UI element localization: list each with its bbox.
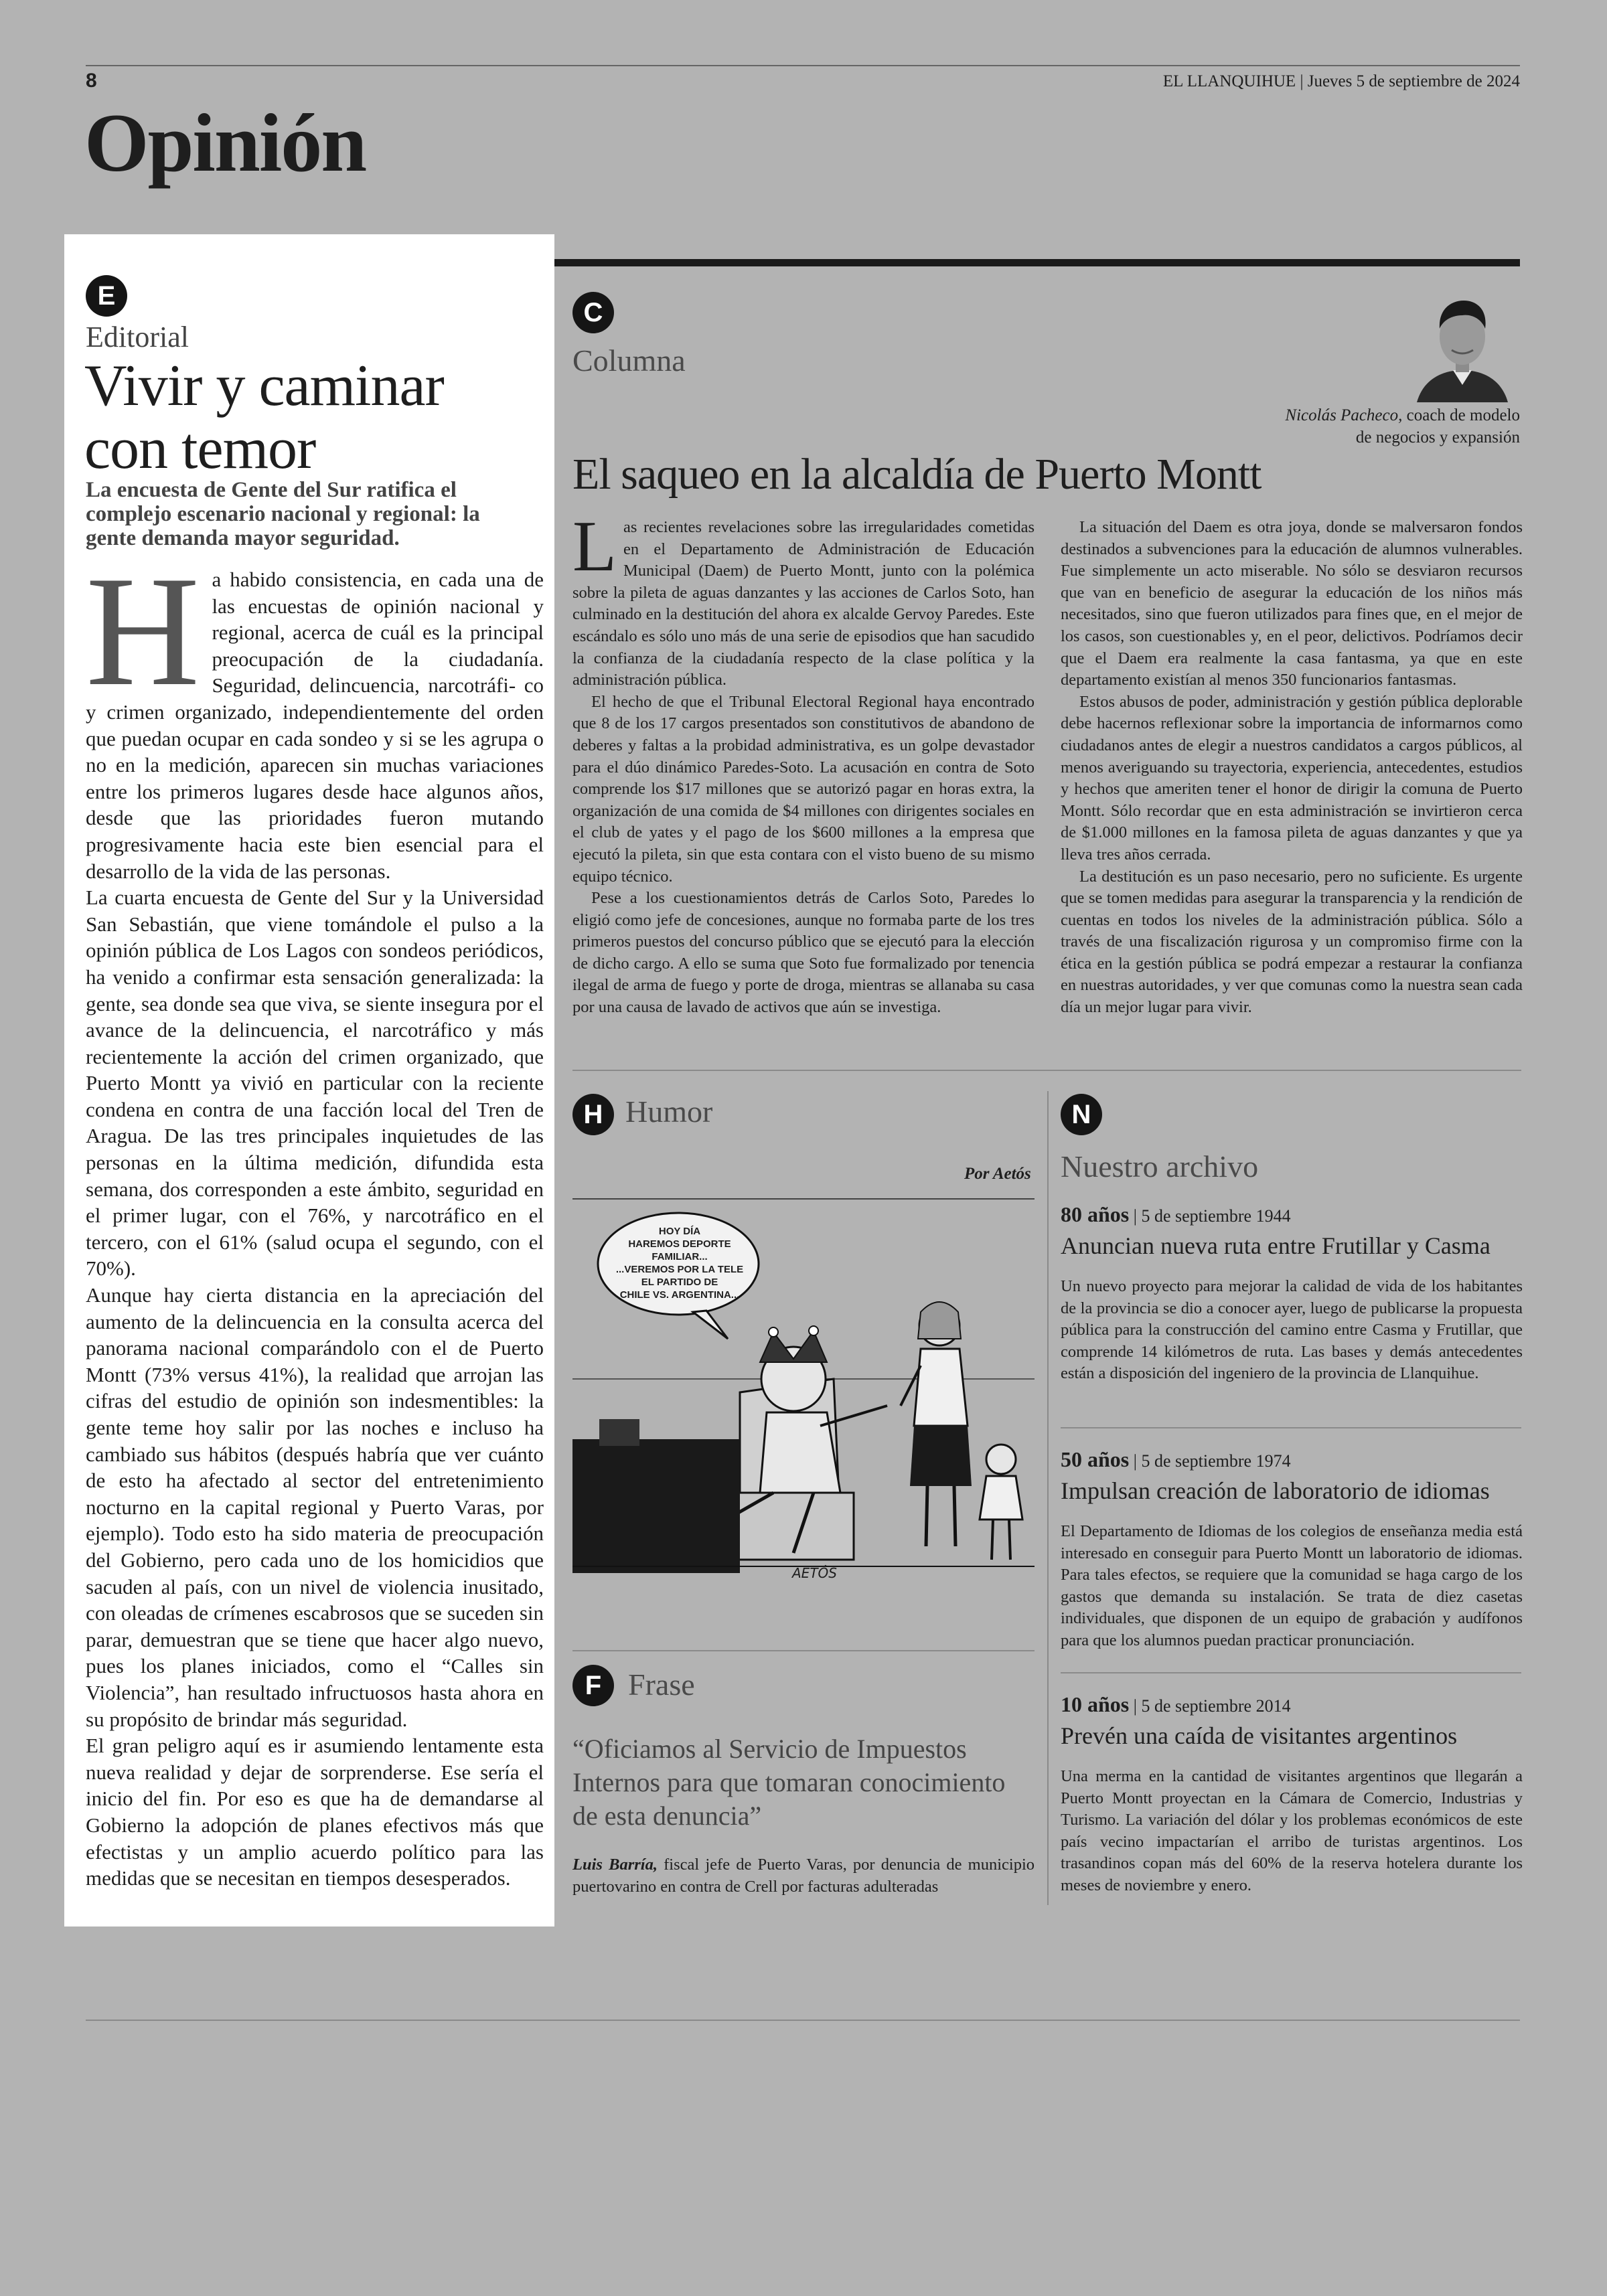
column-paragraph: La destitución es un paso necesario, pero no suficiente. Es urgente que se tomen medidas para asegurar la transparencia y la rendición de cuentas en todos los niveles de la administración pública. Sólo a través de una fiscalización rigurosa y un compromiso firme con la ética en la gestión pública se podrá empezar a restaurar la confianza en nuestras autoridades, y ver que comunas como la nuestra sean cada día un mejor lugar para vivir. — [1061, 867, 1523, 1017]
frase-author: Luis Barría, — [572, 1856, 658, 1874]
archive-label: Nuestro archivo — [1061, 1149, 1259, 1183]
column-right-text — [1061, 517, 1523, 1019]
column-paragraph: La situación del Daem es otra joya, donde se malversaron fondos destinados a subvenciones para la educación de alumnos vulnerables. Fue simplemente un acto miserable. No sólo se desviaron recursos que van en beneficio de asegurar la educación de los niños más necesitados, sino que fueron utilizados para fines que, en el mejor de los casos, son cuestionables y, en el peor, delictivos. Podríamos decir que el Daem era realmente la casa fantasma, ya que en este departamento existían al menos 350 funcionarios fantasmas. — [1061, 518, 1523, 689]
top-rule — [86, 65, 1520, 66]
column-bottom-rule — [572, 1070, 1521, 1071]
archive-item-date: 10 años | 5 de septiembre 2014 — [1061, 1692, 1291, 1716]
humor-byline: Por Aetós — [964, 1165, 1031, 1183]
frase-letter: F — [572, 1665, 614, 1706]
editorial-paragraph: Aunque hay cierta distancia en la apreciación del aumento de la delincuencia en la consulta acerca del panorama nacional comparándolo con el de Puerto Montt (73% versus 41%), la realidad que arrojan las cifras del estudio de opinión son indesmentibles: la gente teme hoy salir por las noches e incluso ha cambiado sus hábitos (después habría que ver cuánto de esto ha afectado al sector del entretenimiento nocturno en la capital regional y Puerto Varas, por ejemplo). Todo esto ha sido materia de preocupación del Gobierno, pero cada uno de los homicidios que sacuden al país, con un nivel de violencia inusitado, con oleadas de crímenes escabrosos que se suceden sin parar, demuestran que se tiene que hacer algo nuevo, pues los planes iniciados, como el “Calles sin Violencia”, han resultado infructuosos hasta ahora en su propósito de brindar más seguridad. — [86, 1283, 544, 1731]
section-title: Opinión — [84, 97, 366, 189]
column-title: El saqueo en la alcaldía de Puerto Montt — [572, 450, 1261, 499]
editorial-drop-cap: H — [86, 544, 200, 719]
humor-label: Humor — [625, 1094, 713, 1129]
column-drop-cap: L — [572, 507, 617, 586]
page-number: 8 — [86, 70, 97, 92]
humor-letter: H — [572, 1094, 614, 1135]
frase-rule — [572, 1650, 1035, 1651]
editorial-paragraph: La cuarta encuesta de Gente del Sur y la Universidad San Sebastián, que viene tomándole el pulso a la opinión pública de Los Lagos con sondeos periódicos, ha venido a confirmar esta sensación generalizada: la gente, sea donde sea que viva, se siente insegura por el avance de la delincuencia, el narcotráfico y más recientemente la acción del crimen organizado, que Puerto Montt ya vivió en particular con la reciente condena en contra de una facción local del Tren de Aragua. De las tres principales inquietudes de las personas en la última medición, difundida esta semana, dos corresponden a este ámbito, seguridad en el primer lugar, con el 76%, y narcotráfico en el tercero, con el 61% (salud ocupa el segundo, con el 70%). — [86, 886, 544, 1281]
publication-date: EL LLANQUIHUE | Jueves 5 de septiembre de 2024 — [1162, 72, 1520, 90]
column-letter: C — [572, 292, 614, 333]
editorial-body — [86, 544, 544, 1892]
frase-label: Frase — [628, 1667, 695, 1702]
editorial-paragraph: a habido consistencia, en cada una de las encuestas de opinión nacional y regional, acerca de cuál es la principal preocupación de la ciudadanía. Seguridad, delincuencia, narcotráfi- — [212, 568, 544, 698]
vertical-divider — [1047, 1091, 1049, 1905]
archive-item-text: Una merma en la cantidad de visitantes argentinos que llegarán a Puerto Montt proyectan en la Cámara de Comercio, Industrias y Turismo. La variación del dólar y los problemas económicos de este país vecino impactarían el arribo de turistas argentinos. Los trasandinos copan más del 60% de la reserva hotelera durante los meses de noviembre y enero. — [1061, 1767, 1523, 1894]
archive-item-text: El Departamento de Idiomas de los colegios de enseñanza media está interesado en conseguir para Puerto Montt un laboratorio de idiomas. Para tales efectos, se requiere que la comunidad se haga cargo de los gastos que demanda su instalación. Se trata de diez casetas individuales, que disponen de un equipo de grabación y audífonos para que los alumnos puedan practicar pronunciación. — [1061, 1522, 1523, 1649]
archive-item-date: 80 años | 5 de septiembre 1944 — [1061, 1202, 1291, 1226]
humor-cartoon — [572, 1205, 1035, 1593]
column-paragraph: Pese a los cuestionamientos detrás de Carlos Soto, Paredes lo eligió como jefe de concesiones, aunque no formaba parte de los tres primeros puestos del concurso público que se ejecutó para la elección de dicho cargo. A ello se suma que Soto fue formalizado por tenencia ilegal de arma de fuego y porte de droga, mientras se allanaba su casa por una causa de lavado de activos que aún se investiga. — [572, 889, 1035, 1017]
cartoon-speech-bubble: HOY DÍA HAREMOS DEPORTE FAMILIAR... ...VEREMOS POR LA TELE EL PARTIDO DE CHILE VS. ARGENTINA... — [615, 1226, 744, 1301]
frase-quote: “Oficiamos al Servicio de Impuestos Internos para que tomaran conocimiento de esta denuncia” — [572, 1734, 1006, 1831]
archive-item-title: Prevén una caída de visitantes argentinos — [1061, 1722, 1458, 1749]
bottom-rule — [86, 2020, 1520, 2021]
archive-item-title: Anuncian nueva ruta entre Frutillar y Casma — [1061, 1232, 1490, 1259]
author-photo — [1403, 284, 1521, 402]
editorial-label: Editorial — [86, 321, 189, 353]
editorial-title: Vivir y caminar con temor — [84, 353, 444, 481]
archive-item-date: 50 años | 5 de septiembre 1974 — [1061, 1447, 1291, 1471]
humor-rule — [572, 1198, 1035, 1200]
editorial-paragraph: co y crimen organizado, independientemente del orden que puedan ocupar en cada sondeo y si se les agrupa o no en la medición, aparecen sin muchas variaciones entre los primeros lugares desde hace algunos años, desde que las prioridades fueron mutando progresivamente hacia este bien esencial para el desarrollo de la vida de las personas. — [86, 673, 544, 883]
frase-attribution: Luis Barría, fiscal jefe de Puerto Varas, por denuncia de municipio puertovarino en contra de Crell por facturas adulteradas — [572, 1856, 1035, 1896]
archive-divider — [1061, 1672, 1521, 1673]
archive-item-title: Impulsan creación de laboratorio de idiomas — [1061, 1477, 1490, 1504]
archive-divider — [1061, 1427, 1521, 1428]
publication-name: EL LLANQUIHUE — [1162, 72, 1296, 90]
column-paragraph: El hecho de que el Tribunal Electoral Regional haya encontrado que 8 de los 17 cargos presentados son constitutivos de abandono de deberes y faltas a la probidad administrativa, es un golpe devastador para el dúo dinámico Paredes-Soto. La acusación en contra de Soto comprende los $17 millones que se autorizó pagar en horas extra, la organización de una comida de $4 millones con dirigentes sociales en el club de yates y el pago de los $600 millones a la empresa que ejecutó la pileta, sin que esta contara con el visto bueno de su mismo equipo técnico. — [572, 692, 1035, 886]
column-label: Columna — [572, 343, 686, 378]
editorial-paragraph: El gran peligro aquí es ir asumiendo lentamente esta nueva realidad y dejar de sorprenderse. Ese sería el inicio del fin. Por eso es que ha de demandarse al Gobierno la adopción de planes efectivos más que efectistas y un amplio acuerdo político para las medidas que se necesitan en tiempos desesperados. — [86, 1734, 544, 1890]
column-left-text — [572, 507, 1035, 1019]
editorial-panel — [64, 234, 554, 1926]
editorial-lead: La encuesta de Gente del Sur ratifica el complejo escenario nacional y regional: la gente demanda mayor seguridad. — [86, 478, 480, 550]
author-name: Nicolás Pacheco, — [1285, 406, 1403, 424]
archive-item-text: Un nuevo proyecto para mejorar la calidad de vida de los habitantes de la provincia se dio a conocer ayer, luego de publicarse la propuesta pública para la construcción del camino entre Casma y Frutillar, que comprende 14 kilómetros de ruta. Las bases y demás antecedentes están a disposición del ingeniero de la provincia de Llanquihue. — [1061, 1277, 1523, 1383]
column-paragraph: Estos abusos de poder, administración y gestión pública deplorable debe hacernos reflexionar sobre la importancia de informarnos como ciudadanos antes de elegir a nuestros candidatos a cargos públicos, al menos averiguando su trayectoria, experiencia, antecedentes, estudios y hechos que ameriten tener el honor de dirigir la comuna de Puerto Montt. Sólo recordar que en esta administración se invirtieron cerca de $1.000 millones en la famosa pileta de aguas danzantes y que ya lleva tres años cerrada. — [1061, 692, 1523, 864]
cartoon-signature: AETÓS — [792, 1565, 837, 1581]
column-paragraph: as recientes revelaciones sobre las irregularidades cometidas en el Departamento de Administración de Educación Municipal (Daem) de Puerto Montt, junto con la polémica sobre la pileta de aguas danzantes y las acciones de Carlos Soto, han culminado en la destitución del ahora ex alcalde Gervoy Paredes. Este escándalo es sólo uno más de una serie de episodios que han sacudido la confianza de la ciudadanía respecto de la clase política y la administración pública. — [572, 518, 1035, 689]
issue-date: Jueves 5 de septiembre de 2024 — [1307, 72, 1520, 90]
author-credit: Nicolás Pacheco, coach de modelo de negocios y expansión — [1285, 406, 1520, 446]
editorial-letter: E — [86, 275, 127, 317]
archive-letter: N — [1061, 1094, 1102, 1135]
